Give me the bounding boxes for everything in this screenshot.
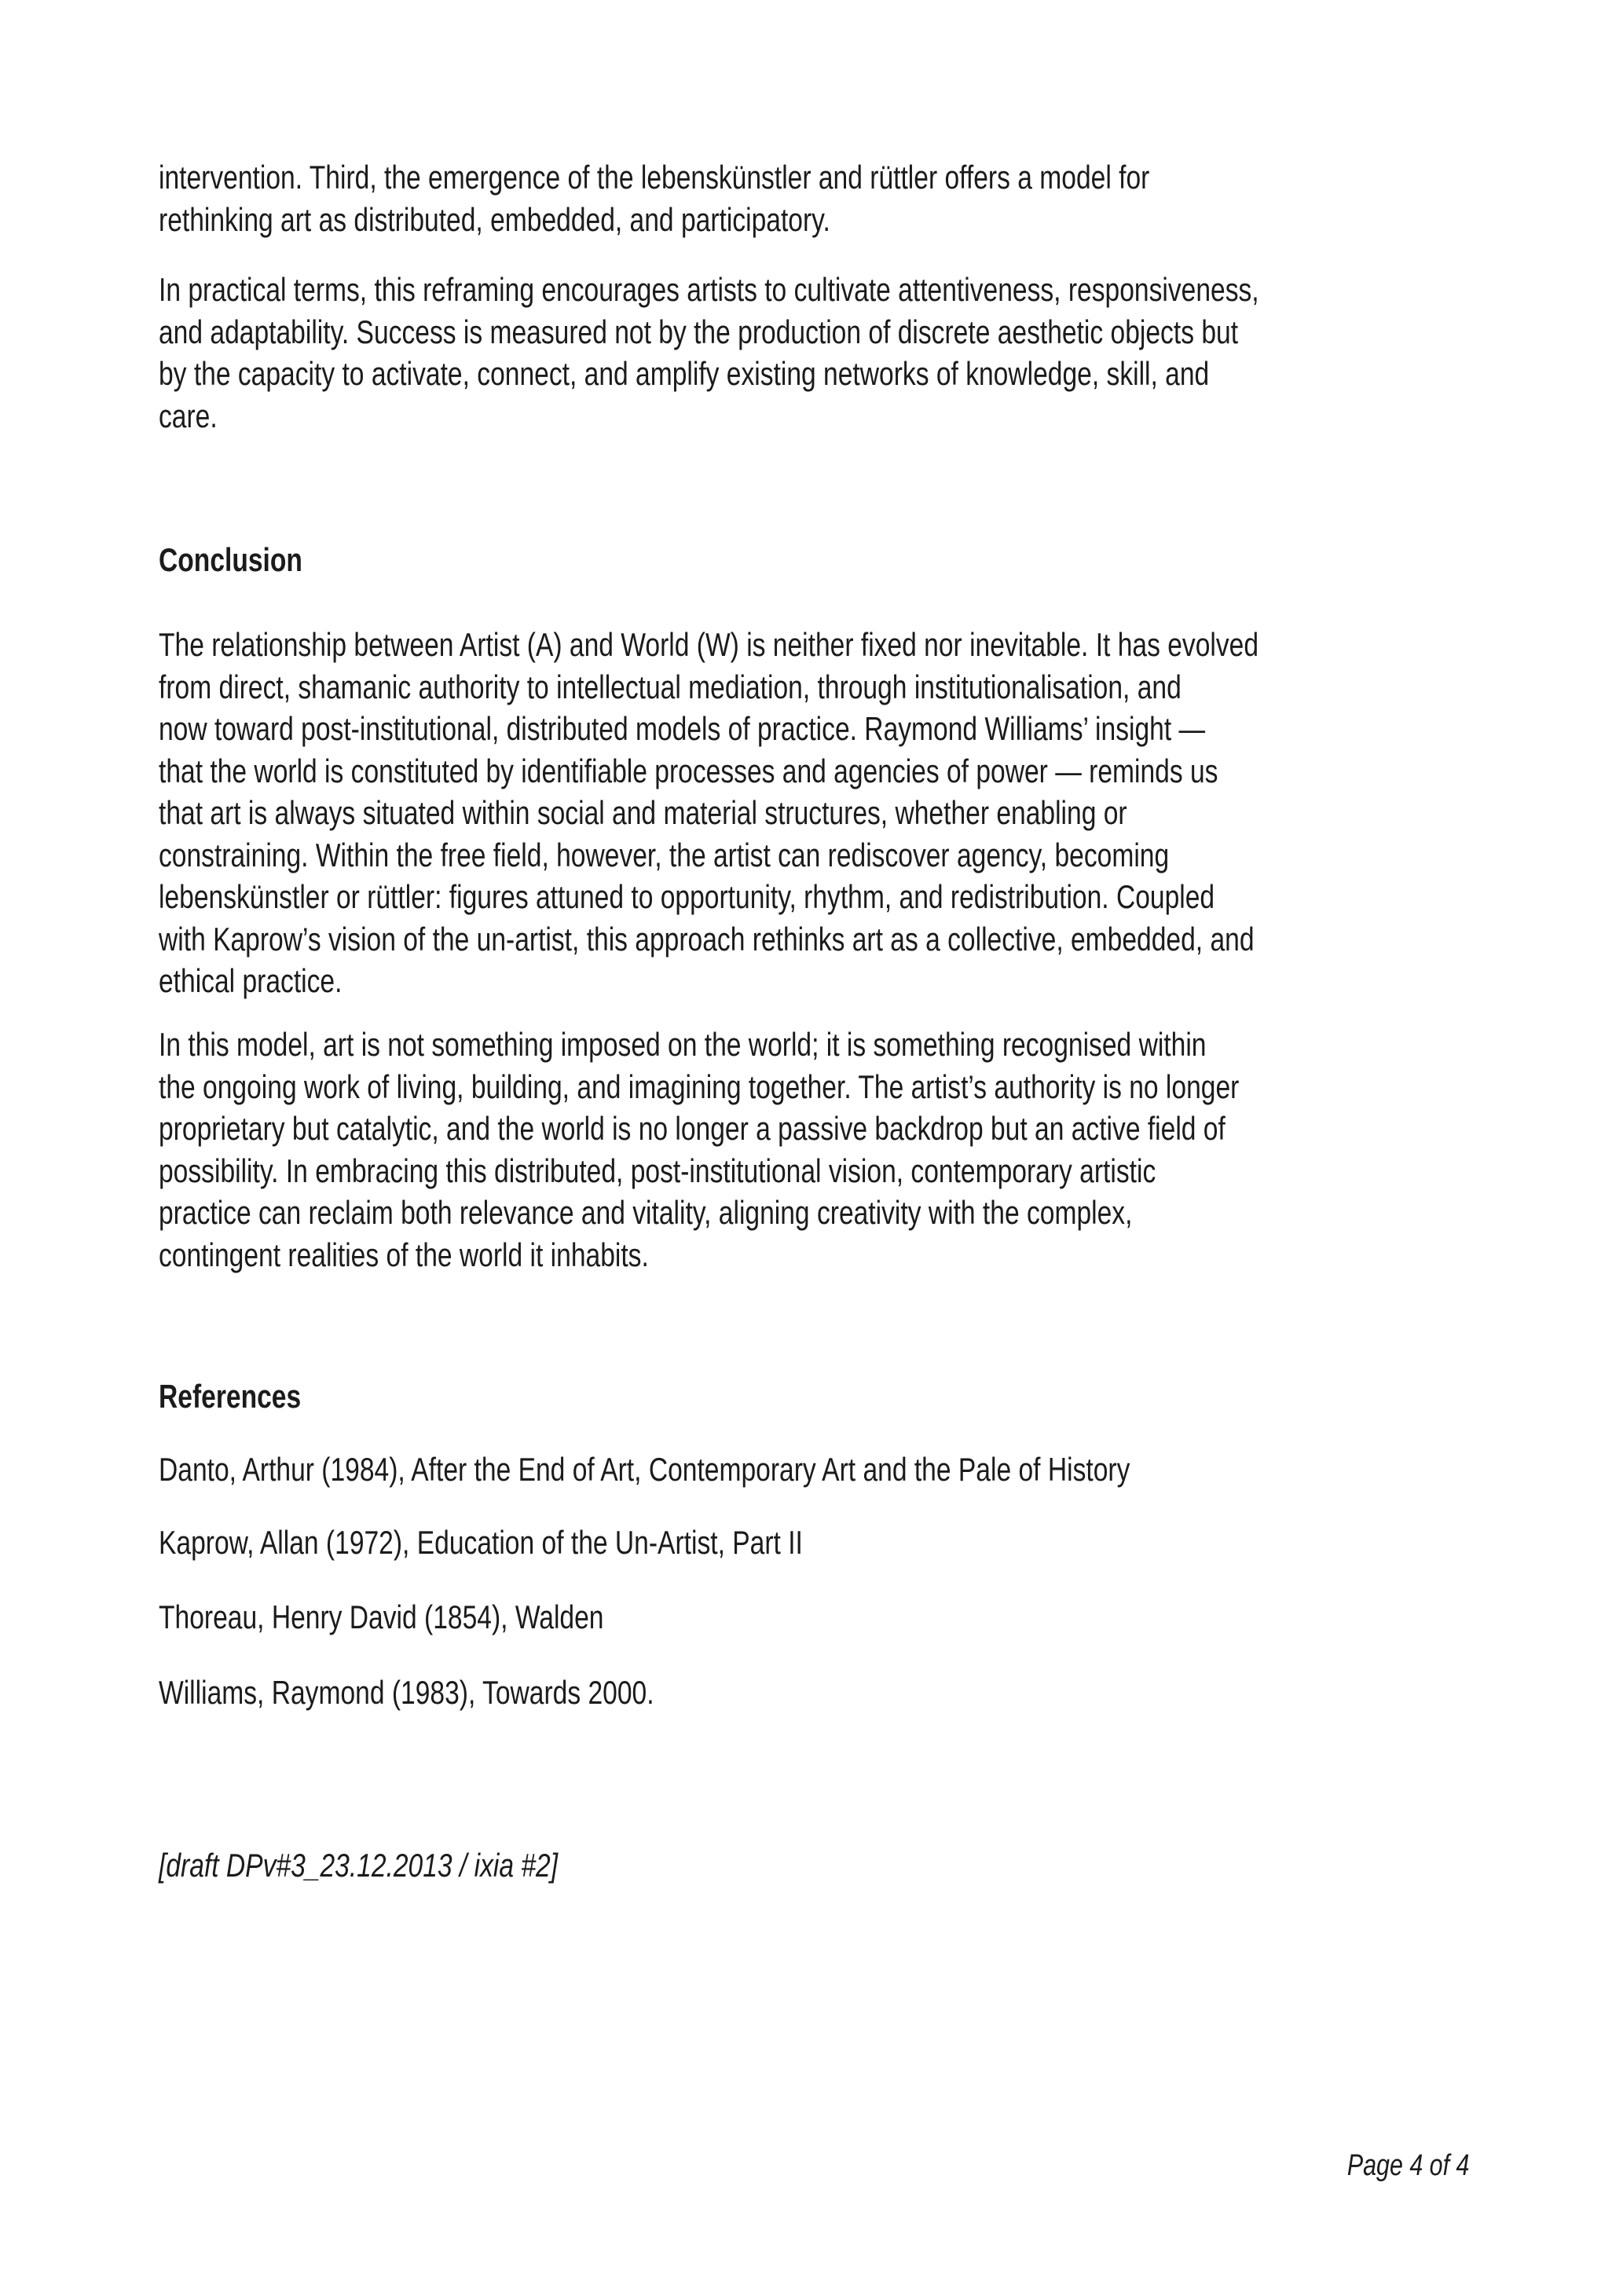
reference-item-danto: Danto, Arthur (1984), After the End of Art, Contemporary Art and the Pale of History: [159, 1451, 1130, 1488]
references-heading: References: [159, 1378, 302, 1415]
conclusion-paragraph-2: In this model, art is not something imposed on the world; it is something recognised within the ongoing work of living, building, and imagining together. The artist’s authority is no longer proprietary but catalytic, and the world is no longer a passive backdrop but an active field of possibility. In embracing this distributed, post-institutional vision, contemporary artistic practice can reclaim both relevance and vitality, aligning creativity with the complex, contingent realities of the world it inhabits.: [159, 1026, 1240, 1273]
page-number-footer: Page 4 of 4: [1346, 2149, 1469, 2182]
reference-item-kaprow: Kaprow, Allan (1972), Education of the Un-Artist, Part II: [159, 1524, 803, 1561]
paragraph-practical-terms: In practical terms, this reframing encourages artists to cultivate attentiveness, responsiveness, and adaptability. Success is measured not by the production of discrete aesthetic objects but by the capacity to activate, connect, and amplify existing networks of knowledge, skill, and care.: [159, 271, 1259, 434]
draft-version-note: [draft DPv#3_23.12.2013 / ixia #2]: [159, 1847, 559, 1884]
reference-item-williams: Williams, Raymond (1983), Towards 2000.: [159, 1674, 654, 1711]
conclusion-paragraph-1: The relationship between Artist (A) and World (W) is neither fixed nor inevitable. It has evolved from direct, shamanic authority to intellectual mediation, through institutionalisation, and now toward post-institutional, distributed models of practice. Raymond Williams’ insight — that the world is constituted by identifiable processes and agencies of power — reminds us that art is always situated within social and material structures, whether enabling or constraining. Within the free field, however, the artist can rediscover agency, becoming lebenskünstler or rüttler: figures attuned to opportunity, rhythm, and redistribution. Coupled with Kaprow’s vision of the un-artist, this approach rethinks art as a collective, embedded, and ethical practice.: [159, 626, 1259, 999]
paragraph-intro-continuation: intervention. Third, the emergence of the lebenskünstler and rüttler offers a model for rethinking art as distributed, embedded, and participatory.: [159, 159, 1150, 238]
reference-item-thoreau: Thoreau, Henry David (1854), Walden: [159, 1598, 604, 1635]
conclusion-heading: Conclusion: [159, 541, 302, 578]
